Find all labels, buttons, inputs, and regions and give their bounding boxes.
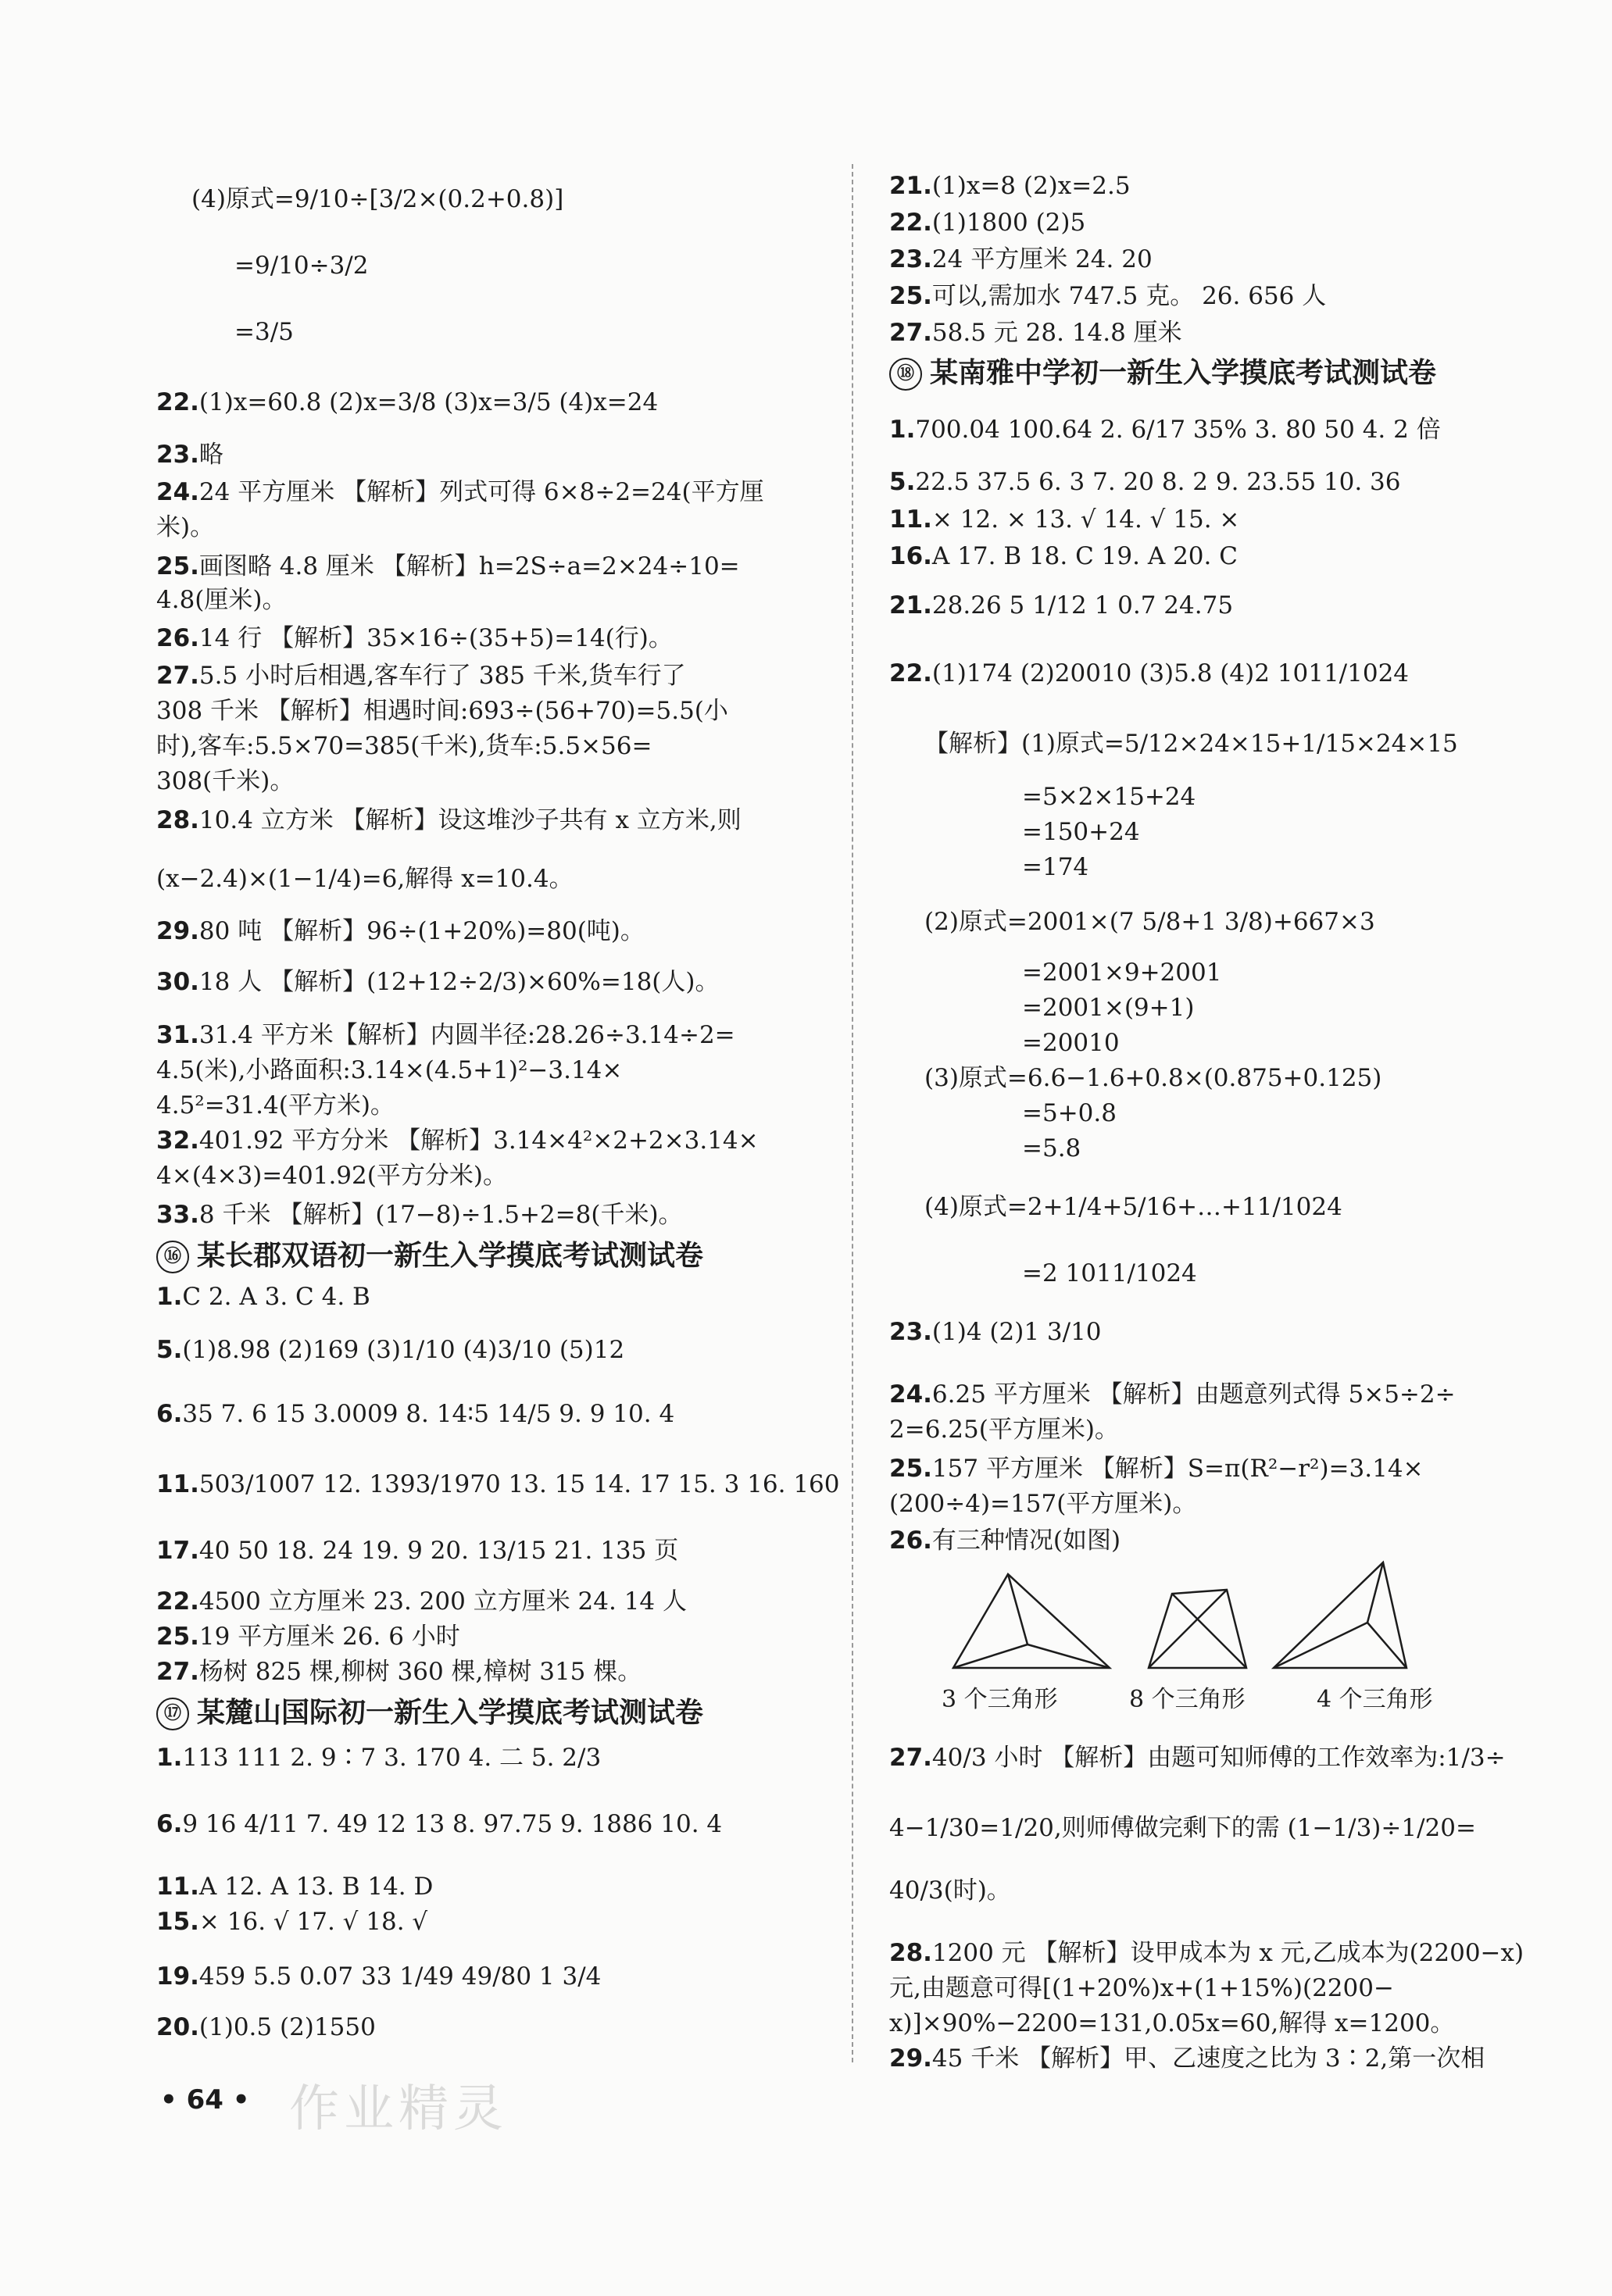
answer-line (156, 1055, 622, 1086)
answer-text: 31.4 平方米【解析】内圆半径:28.26÷3.14÷2= (198, 1021, 735, 1049)
answer-line (156, 730, 652, 762)
answer-line (156, 1621, 460, 1652)
watermark: 作业精灵 (289, 2080, 508, 2138)
answer-text: 40/3 小时 【解析】由题可知师傅的工作效率为:1/3÷ (931, 1744, 1506, 1772)
question-number: 27. (156, 1658, 199, 1686)
question-number: 21. (889, 591, 932, 620)
answer-text: =5+0.8 (1022, 1099, 1117, 1127)
answer-text: =2001×9+2001 (1022, 959, 1222, 987)
answer-text: 40/3(时)。 (889, 1876, 1011, 1905)
answer-line (889, 244, 1153, 275)
answer-text: 22.5 37.5 6. 3 7. 20 8. 2 9. 23.55 10. 36 (915, 468, 1401, 496)
answer-text: 28.26 5 1/12 1 0.7 24.75 (931, 591, 1234, 620)
figure-label-2: 8 个三角形 (1129, 1686, 1246, 1713)
answer-text: 45 千米 【解析】甲、乙速度之比为 3∶2,第一次相 (931, 2044, 1485, 2073)
answer-line (889, 317, 1182, 348)
question-number: 25. (889, 1455, 932, 1483)
answer-text: x)]×90%−2200=131,0.05x=60,解得 x=1200。 (889, 2009, 1455, 2037)
answer-line (156, 1281, 370, 1312)
triangle-figure (938, 1559, 1422, 1676)
question-number: 25. (156, 552, 199, 580)
answer-text: 4.5(米),小路面积:3.14×(4.5+1)²−3.14× (156, 1056, 623, 1084)
answer-line (156, 660, 686, 691)
answer-line (889, 1973, 1394, 2004)
answer-line (156, 1871, 433, 1902)
answer-text: 6.25 平方厘米 【解析】由题意列式得 5×5÷2÷ (931, 1380, 1456, 1409)
answer-text: =2 1011/1024 (1022, 1259, 1197, 1287)
answer-line (156, 551, 740, 582)
answer-line (1022, 816, 1140, 848)
section-title-text: 某麓山国际初一新生入学摸底考试测试卷 (197, 1697, 704, 1729)
answer-line (156, 1199, 683, 1230)
answer-line (1022, 992, 1194, 1023)
answer-text: × 16. √ 17. √ 18. √ (198, 1908, 428, 1936)
answer-text: 35 7. 6 15 3.0009 8. 14∶5 14/5 9. 9 10. 4 (182, 1400, 675, 1428)
answer-text: 503/1007 12. 1393/1970 13. 15 14. 17 15. 3 16. 160 (198, 1470, 840, 1498)
question-number: 6. (156, 1400, 183, 1428)
answer-text: 308(千米)。 (156, 767, 295, 795)
answer-line (889, 170, 1131, 202)
answer-line (156, 966, 719, 998)
answer-text: 58.5 元 28. 14.8 厘米 (931, 319, 1182, 347)
column-divider (852, 164, 855, 2062)
answer-text: =2001×(9+1) (1022, 994, 1195, 1022)
answer-line (889, 658, 1409, 689)
question-number: 1. (156, 1744, 183, 1772)
answer-text: 有三种情况(如图) (931, 1527, 1121, 1555)
answer-text: (1)4 (2)1 3/10 (931, 1318, 1102, 1346)
question-number: 1. (156, 1283, 183, 1311)
answer-line (156, 512, 214, 543)
question-number: 23. (889, 245, 932, 273)
answer-text: 308 千米 【解析】相遇时间:693÷(56+70)=5.5(小 (156, 697, 728, 725)
question-number: 24. (156, 478, 199, 506)
question-number: 5. (889, 468, 916, 496)
answer-line (889, 1453, 1424, 1484)
question-number: 6. (156, 1810, 183, 1838)
answer-line (156, 387, 658, 418)
answer-line (234, 250, 368, 281)
answer-line (889, 2008, 1454, 2039)
answer-text: 可以,需加水 747.5 克。 26. 656 人 (931, 282, 1327, 310)
question-number: 32. (156, 1127, 199, 1155)
answer-line (889, 2043, 1485, 2074)
section-title-text: 某长郡双语初一新生入学摸底考试测试卷 (197, 1240, 704, 1272)
answer-text: 5.5 小时后相遇,客车行了 385 千米,货车行了 (198, 662, 686, 690)
answer-line (889, 1937, 1524, 1969)
question-number: 11. (156, 1470, 199, 1498)
answer-text: (1)1800 (2)5 (931, 209, 1086, 237)
question-number: 22. (156, 388, 199, 416)
question-number: 27. (156, 662, 199, 690)
answer-text: =150+24 (1022, 818, 1140, 846)
section-number: ⑱ (889, 358, 922, 391)
answer-text: 4.8(厘米)。 (156, 586, 287, 614)
question-number: 27. (889, 319, 932, 347)
answer-line (889, 1742, 1506, 1773)
answer-line (156, 1656, 642, 1687)
figure-label-1: 3 个三角形 (942, 1686, 1058, 1713)
answer-line (156, 1809, 722, 1840)
answer-line (889, 207, 1085, 238)
question-number: 25. (156, 1623, 199, 1651)
question-number: 11. (889, 505, 932, 534)
answer-line (924, 1062, 1381, 1094)
answer-text: C 2. A 3. C 4. B (182, 1283, 370, 1311)
answer-text: =174 (1022, 853, 1089, 881)
answer-text: 10.4 立方米 【解析】设这堆沙子共有 x 立方米,则 (198, 806, 742, 834)
section-title (156, 1695, 703, 1731)
answer-text: 元,由题意可得[(1+20%)x+(1+15%)(2200− (889, 1974, 1394, 2002)
answer-text: 700.04 100.64 2. 6/17 35% 3. 80 50 4. 2 倍 (915, 416, 1441, 444)
answer-line (156, 1961, 601, 1992)
question-number: 25. (889, 282, 932, 310)
section-title (889, 355, 1436, 391)
question-number: 17. (156, 1537, 199, 1565)
answer-text: 18 人 【解析】(12+12÷2/3)×60%=18(人)。 (198, 968, 720, 996)
answer-text: (2)原式=2001×(7 5/8+1 3/8)+667×3 (924, 908, 1375, 936)
answer-text: =3/5 (234, 318, 294, 346)
answer-text: 40 50 18. 24 19. 9 20. 13/15 21. 135 页 (198, 1537, 679, 1565)
answer-text: 8 千米 【解析】(17−8)÷1.5+2=8(千米)。 (198, 1201, 683, 1229)
answer-text: 4500 立方厘米 23. 200 立方厘米 24. 14 人 (198, 1587, 688, 1616)
section-number: ⑰ (156, 1698, 189, 1730)
question-number: 20. (156, 2013, 199, 2041)
answer-text: (4)原式=9/10÷[3/2×(0.2+0.8)] (191, 185, 564, 213)
answer-line (156, 1469, 839, 1500)
answer-line (889, 414, 1441, 445)
answer-text: 24 平方厘米 24. 20 (931, 245, 1153, 273)
answer-line (156, 477, 764, 508)
answer-line (156, 1125, 759, 1156)
answer-line (156, 1535, 678, 1566)
answer-text: 19 平方厘米 26. 6 小时 (198, 1623, 460, 1651)
answer-text: 14 行 【解析】35×16÷(35+5)=14(行)。 (198, 624, 673, 652)
question-number: 33. (156, 1201, 199, 1229)
answer-text: (3)原式=6.6−1.6+0.8×(0.875+0.125) (924, 1064, 1382, 1092)
triangle-2 (1149, 1590, 1246, 1668)
question-number: 16. (889, 542, 932, 570)
answer-line (156, 1019, 735, 1051)
answer-line (1022, 1133, 1081, 1164)
answer-line (889, 1525, 1121, 1556)
answer-line (156, 1090, 395, 1121)
answer-line (156, 439, 223, 470)
section-number: ⑯ (156, 1241, 189, 1273)
question-number: 24. (889, 1380, 932, 1409)
answer-line (156, 863, 574, 894)
answer-line (889, 541, 1238, 572)
section-title-text: 某南雅中学初一新生入学摸底考试测试卷 (930, 357, 1437, 389)
answer-text: 80 吨 【解析】96÷(1+20%)=80(吨)。 (198, 917, 645, 945)
answer-line (1022, 1258, 1197, 1289)
answer-line (156, 1334, 624, 1366)
answer-line (1022, 957, 1221, 988)
answer-line (156, 916, 645, 947)
answer-line (889, 466, 1401, 498)
answer-line (1022, 852, 1088, 883)
answer-text: (1)0.5 (2)1550 (198, 2013, 376, 2041)
answer-line (156, 1586, 687, 1617)
answer-line (889, 504, 1239, 535)
question-number: 27. (889, 1744, 932, 1772)
answer-text: 401.92 平方分米 【解析】3.14×4²×2+2×3.14× (198, 1127, 759, 1155)
answer-line (889, 280, 1326, 312)
question-number: 19. (156, 1962, 199, 1991)
answer-text: 157 平方厘米 【解析】S=π(R²−r²)=3.14× (931, 1455, 1424, 1483)
answer-text: (1)x=60.8 (2)x=3/8 (3)x=3/5 (4)x=24 (198, 388, 659, 416)
page-number: • 64 • (160, 2084, 250, 2116)
answer-text: A 12. A 13. B 14. D (198, 1873, 434, 1901)
answer-text: × 12. × 13. √ 14. √ 15. × (931, 505, 1240, 534)
answer-text: 画图略 4.8 厘米 【解析】h=2S÷a=2×24÷10= (198, 552, 740, 580)
answer-line (1022, 781, 1196, 812)
answer-text: =20010 (1022, 1029, 1120, 1057)
answer-text: 113 111 2. 9∶7 3. 170 4. 二 5. 2/3 (182, 1744, 602, 1772)
question-number: 21. (889, 172, 932, 200)
answer-line (889, 1379, 1456, 1410)
answer-line (889, 1875, 1011, 1906)
answer-text: =9/10÷3/2 (234, 252, 369, 280)
answer-line (924, 1191, 1342, 1223)
answer-line (156, 695, 728, 727)
question-number: 31. (156, 1021, 199, 1049)
question-number: 26. (889, 1527, 932, 1555)
question-number: 23. (889, 1318, 932, 1346)
question-number: 29. (156, 917, 199, 945)
question-number: 22. (889, 659, 932, 687)
answer-text: 时),客车:5.5×70=385(千米),货车:5.5×56= (156, 732, 652, 760)
triangle-1 (953, 1574, 1110, 1668)
answer-text: 【解析】(1)原式=5/12×24×15+1/15×24×15 (924, 730, 1458, 758)
section-title (156, 1238, 703, 1274)
answer-text: (1)x=8 (2)x=2.5 (931, 172, 1131, 200)
answer-line (156, 805, 742, 836)
answer-line (156, 766, 294, 797)
question-number: 30. (156, 968, 199, 996)
answer-text: 4×(4×3)=401.92(平方分米)。 (156, 1162, 507, 1190)
answer-text: (1)8.98 (2)169 (3)1/10 (4)3/10 (5)12 (182, 1336, 625, 1364)
answer-text: =5×2×15+24 (1022, 783, 1196, 811)
answer-line (1022, 1027, 1120, 1059)
answer-text: (x−2.4)×(1−1/4)=6,解得 x=10.4。 (156, 865, 574, 893)
question-number: 22. (156, 1587, 199, 1616)
answer-line (889, 590, 1233, 621)
answer-text: 24 平方厘米 【解析】列式可得 6×8÷2=24(平方厘 (198, 478, 764, 506)
answer-line (889, 1316, 1102, 1348)
answer-text: (1)174 (2)20010 (3)5.8 (4)2 1011/1024 (931, 659, 1410, 687)
question-number: 28. (889, 1939, 932, 1967)
figure-label-3: 4 个三角形 (1317, 1686, 1433, 1713)
answer-line (889, 1488, 1196, 1519)
answer-line (924, 906, 1375, 937)
question-number: 26. (156, 624, 199, 652)
question-number: 1. (889, 416, 916, 444)
answer-line (156, 1160, 507, 1191)
answer-text: 9 16 4/11 7. 49 12 13 8. 97.75 9. 1886 10. 4 (182, 1810, 723, 1838)
triangle-3 (1274, 1562, 1406, 1668)
answer-line (156, 2012, 376, 2043)
question-number: 28. (156, 806, 199, 834)
question-number: 11. (156, 1873, 199, 1901)
answer-line (156, 623, 673, 654)
answer-text: 459 5.5 0.07 33 1/49 49/80 1 3/4 (198, 1962, 602, 1991)
question-number: 15. (156, 1908, 199, 1936)
answer-text: 4−1/30=1/20,则师傅做完剩下的需 (1−1/3)÷1/20= (889, 1814, 1476, 1842)
answer-line (234, 316, 294, 348)
question-number: 29. (889, 2044, 932, 2073)
answer-text: (200÷4)=157(平方厘米)。 (889, 1490, 1197, 1518)
answer-line (156, 1742, 601, 1773)
answer-line (156, 1398, 674, 1430)
question-number: 5. (156, 1336, 183, 1364)
answer-line (924, 728, 1458, 759)
answer-line (191, 184, 563, 215)
answer-text: 2=6.25(平方厘米)。 (889, 1416, 1119, 1444)
answer-text: 杨树 825 棵,柳树 360 棵,樟树 315 棵。 (198, 1658, 642, 1686)
question-number: 22. (889, 209, 932, 237)
question-number: 23. (156, 441, 199, 469)
answer-text: 1200 元 【解析】设甲成本为 x 元,乙成本为(2200−x) (931, 1939, 1524, 1967)
answer-text: A 17. B 18. C 19. A 20. C (931, 542, 1238, 570)
answer-line (156, 1906, 427, 1937)
answer-line (1022, 1098, 1117, 1129)
answer-line (889, 1812, 1476, 1844)
answer-text: 略 (198, 441, 223, 469)
answer-text: 米)。 (156, 513, 215, 541)
answer-text: =5.8 (1022, 1134, 1081, 1162)
answer-text: (4)原式=2+1/4+5/16+…+11/1024 (924, 1193, 1342, 1221)
answer-line (889, 1414, 1119, 1445)
answer-line (156, 584, 287, 616)
answer-text: 4.5²=31.4(平方米)。 (156, 1091, 395, 1119)
